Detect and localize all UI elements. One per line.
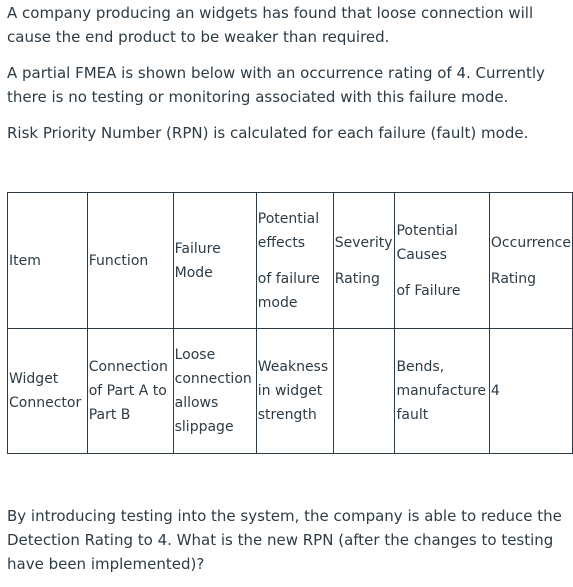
- header-severity: Severity Rating: [333, 193, 395, 329]
- header-function: Function: [87, 193, 173, 329]
- rpn-note-text: Risk Priority Number (RPN) is calculated for each failure (fault) mode.: [7, 124, 529, 142]
- cell-failure-mode: Loose connection allows slippage: [173, 329, 256, 454]
- cell-occurrence: 4: [489, 329, 572, 454]
- header-potential-effects: Potential effects of failure mode: [256, 193, 333, 329]
- question-text: By introducing testing into the system, the company is able to reduce the Detection Rating to 4. What is the new RPN (after the changes to testing have been implemented)?: [7, 507, 562, 573]
- header-occurrence: Occurrence Rating: [489, 193, 572, 329]
- header-potential-causes: Potential Causes of Failure: [395, 193, 489, 329]
- cell-item: Widget Connector: [8, 329, 88, 454]
- table-row: [8, 329, 573, 454]
- intro-text: A company producing an widgets has found that loose connection will cause the end product to be weaker than required.: [7, 4, 534, 46]
- header-failure-mode: Failure Mode: [173, 193, 256, 329]
- cell-causes: Bends, manufacture fault: [395, 329, 489, 454]
- fmea-intro-text: A partial FMEA is shown below with an occurrence rating of 4. Currently there is no testing or monitoring associated with this failure mode.: [7, 64, 545, 106]
- cell-severity: [333, 329, 395, 454]
- table-header-row: [8, 193, 573, 329]
- cell-function: Connection of Part A to Part B: [87, 329, 173, 454]
- fmea-table: [7, 192, 573, 454]
- cell-effects: Weakness in widget strength: [256, 329, 333, 454]
- header-item: Item: [8, 193, 88, 329]
